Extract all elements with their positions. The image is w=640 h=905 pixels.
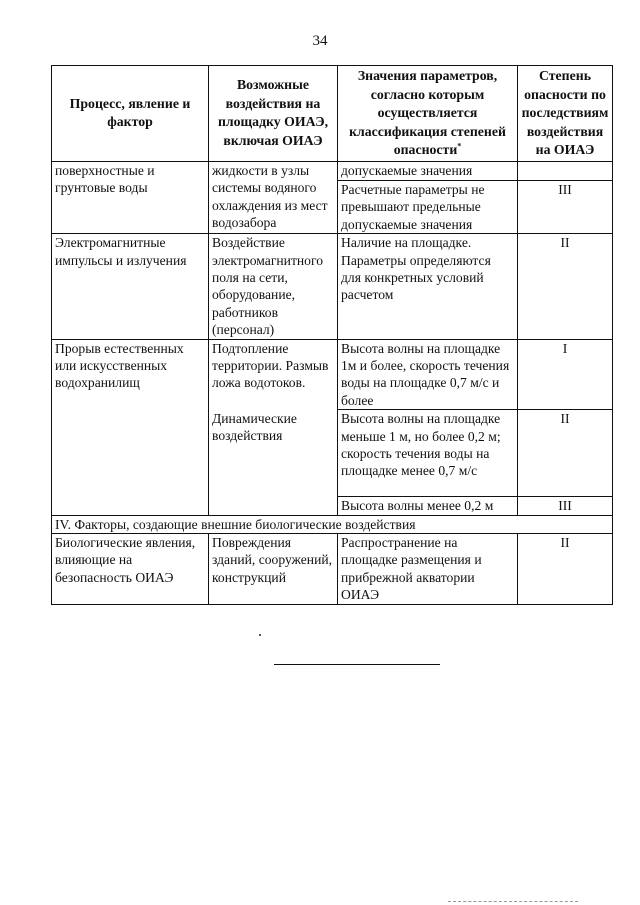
cell-degree: III xyxy=(518,497,613,515)
cell-param: Высота волны менее 0,2 м xyxy=(338,497,518,515)
table-header-row xyxy=(52,66,613,162)
cell-impact: Подтопление территории. Размыв ложа водотоков. xyxy=(209,339,338,410)
footnote-mark: * xyxy=(457,141,462,151)
footnote-separator xyxy=(274,664,440,665)
cell-degree: I xyxy=(518,339,613,410)
section-iv-title: IV. Факторы, создающие внешние биологические воздействия xyxy=(52,515,613,533)
cell-param: Распространение на площадке размещения и прибрежной акватории ОИАЭ xyxy=(338,534,518,605)
cell-process: Электромагнитные импульсы и излучения xyxy=(52,234,209,339)
cell-param: Высота волны на площадке меньше 1 м, но более 0,2 м; скорость течения воды на площадке менее 0,7 м/с xyxy=(338,410,518,497)
cell-degree: II xyxy=(518,234,613,339)
cell-param: Высота волны на площадке 1м и более, скорость течения воды на площадке 0,7 м/с и более xyxy=(338,339,518,410)
cell-process: Биологические явления, влияющие на безопасность ОИАЭ xyxy=(52,534,209,605)
hazard-classification-table xyxy=(51,65,613,605)
cell-param: Расчетные параметры не превышают предельные допускаемые значения xyxy=(338,180,518,233)
header-process: Процесс, явление и фактор xyxy=(52,66,209,162)
page-number: 34 xyxy=(312,33,328,49)
cell-impact: жидкости в узлы системы водяного охлаждения из мест водозабора xyxy=(209,161,338,233)
cell-param: Наличие на площадке. Параметры определяются для конкретных условий расчетом xyxy=(338,234,518,339)
cell-param: допускаемые значения xyxy=(338,161,518,180)
cell-degree xyxy=(518,161,613,180)
scan-speck xyxy=(259,634,261,636)
cell-impact: Повреждения зданий, сооружений, конструкций xyxy=(209,534,338,605)
cell-process: поверхностные и грунтовые воды xyxy=(52,161,209,233)
cell-degree: II xyxy=(518,534,613,605)
scan-edge-marks xyxy=(448,901,578,903)
cell-impact: Воздействие электромагнитного поля на сети, оборудование, работников (персонал) xyxy=(209,234,338,339)
table-row xyxy=(52,234,613,339)
table-row xyxy=(52,339,613,410)
cell-process: Прорыв естественных или искусственных водохранилищ xyxy=(52,339,209,515)
cell-degree: III xyxy=(518,180,613,233)
section-header-row xyxy=(52,515,613,533)
cell-impact: Динамические воздействия xyxy=(209,410,338,515)
header-degree: Степень опасности по последствиям воздействия на ОИАЭ xyxy=(518,66,613,162)
header-parameters-text: Значения параметров, согласно которым осуществляется классификация степеней опасности xyxy=(349,68,506,158)
header-parameters xyxy=(338,66,518,162)
table-row xyxy=(52,534,613,605)
header-impact: Возможные воздействия на площадку ОИАЭ, включая ОИАЭ xyxy=(209,66,338,162)
cell-degree: II xyxy=(518,410,613,497)
table-row xyxy=(52,161,613,180)
